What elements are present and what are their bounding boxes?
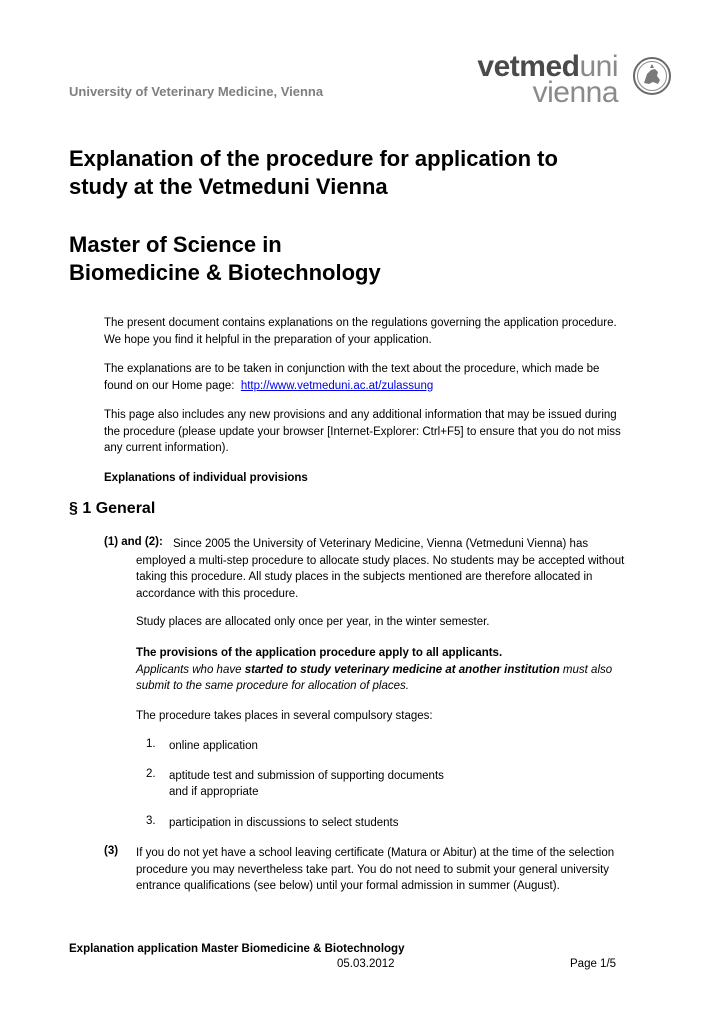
footer-page-number: Page 1/5 (570, 958, 617, 970)
stage-3-number: 3. (146, 815, 156, 827)
footer-document-title: Explanation application Master Biomedicine & Biotechnology (69, 943, 405, 955)
title-line-2: study at the Vetmeduni Vienna (69, 174, 388, 199)
intro-paragraph-3: This page also includes any new provisions and any additional information that may be issued during the procedure (please update your browser [Internet-Explorer: Ctrl+F5] to ensure that you do not miss any current information). (104, 409, 621, 454)
zulassung-link[interactable]: http://www.vetmeduni.ac.at/zulassung (240, 379, 434, 392)
once-per-year-text: Study places are allocated only once per year, in the winter semester. (136, 616, 490, 628)
section-1-heading: § 1 General (69, 500, 156, 517)
stage-1-text: online application (169, 740, 258, 752)
logo-wordmark-line2: vienna (532, 76, 618, 109)
provision-3-label: (3) (104, 845, 119, 857)
provision-3-text: If you do not yet have a school leaving certificate (Matura or Abitur) at the time of the selection procedure you may nevertheless take part. You do not need to submit your general university entrance qualifications (see below) until your formal admission in summer (August). (136, 847, 615, 892)
provisions-bold-text: The provisions of the application procedure apply to all applicants. (136, 647, 503, 659)
provision-1-2-body: Since 2005 the University of Veterinary Medicine, Vienna (Vetmeduni Vienna) has employed a multi-step procedure to allocate study places. No students may be accepted without taking this procedure. All study places in the subjects mentioned are therefore allocated in accordance with this procedure. (136, 538, 625, 600)
logo-uni: uni (579, 50, 618, 83)
intro-paragraph-2-text: The explanations are to be taken in conjunction with the text about the procedure, which made be found on our Home page: (104, 363, 600, 392)
logo-vetmed: vetmed (477, 50, 580, 83)
stages-intro: The procedure takes places in several compulsory stages: (136, 710, 433, 722)
program-title-line-1: Master of Science in (69, 232, 282, 257)
explanations-subheading: Explanations of individual provisions (104, 472, 308, 484)
intro-paragraph-2 (104, 361, 624, 394)
applicants-note-a: Applicants who have (136, 663, 245, 676)
document-title (69, 145, 558, 201)
stage-3-text: participation in discussions to select students (169, 817, 399, 829)
applicants-note-b: started to study veterinary medicine at another institution (244, 663, 560, 676)
program-title-line-2: Biomedicine & Biotechnology (69, 260, 381, 285)
provision-1-2-label: (1) and (2): (104, 536, 163, 548)
stages-list (0, 738, 725, 838)
stage-2-text: aptitude test and submission of supporting documents (169, 770, 444, 782)
stage-2-text-2: and if appropriate (169, 786, 259, 798)
applicants-note-c: must also submit to the same procedure for allocation of places. (136, 663, 613, 692)
program-title (69, 231, 381, 287)
university-header: University of Veterinary Medicine, Vienna (69, 84, 324, 99)
provisions-block (136, 645, 626, 695)
stage-1-number: 1. (146, 738, 156, 750)
vetmeduni-logo (470, 48, 680, 108)
intro-paragraph-1: The present document contains explanations on the regulations governing the application procedure. We hope you find it helpful in the preparation of your application. (104, 317, 617, 346)
title-line-1: Explanation of the procedure for application to (69, 146, 558, 171)
provision-1-2-text (136, 536, 626, 602)
university-seal-icon (632, 56, 672, 96)
applicants-note (136, 662, 626, 695)
footer-date: 05.03.2012 (337, 958, 395, 970)
stage-2-number: 2. (146, 768, 156, 780)
